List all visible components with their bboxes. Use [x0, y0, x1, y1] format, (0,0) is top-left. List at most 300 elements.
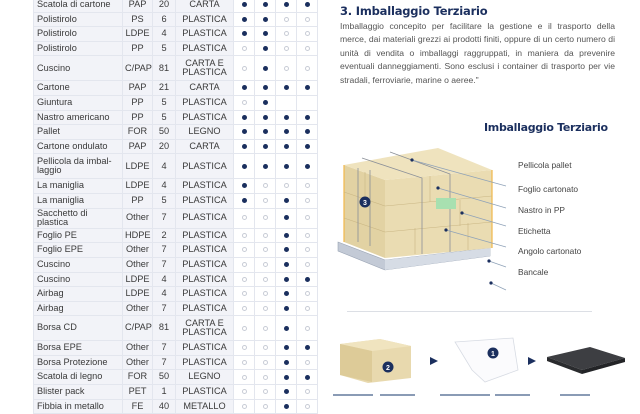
- cell-mark: [276, 81, 297, 96]
- cell-mark: [276, 385, 297, 400]
- cell-mark: [255, 81, 276, 96]
- table-row: [34, 41, 318, 56]
- cell-mark: [297, 27, 318, 42]
- empty-dot-icon: [263, 306, 268, 311]
- cell-material: LEGNO: [176, 125, 234, 140]
- svg-text:1: 1: [491, 351, 495, 358]
- empty-dot-icon: [263, 183, 268, 188]
- cell-material: PLASTICA: [176, 154, 234, 179]
- cell-mark: [234, 110, 255, 125]
- filled-dot-icon: [305, 277, 310, 282]
- filled-dot-icon: [242, 115, 247, 120]
- cell-mark: [297, 41, 318, 56]
- cell-mark: [276, 179, 297, 194]
- cell-name: Nastro americano: [34, 110, 123, 125]
- table-row: [34, 301, 318, 316]
- cell-mark: [234, 193, 255, 208]
- table-row: [34, 27, 318, 42]
- cell-code: PP: [123, 110, 153, 125]
- cell-mark: [297, 125, 318, 140]
- cell-mark: [276, 139, 297, 154]
- cell-mark: [255, 139, 276, 154]
- cell-recycling-number: 5: [153, 41, 176, 56]
- empty-dot-icon: [242, 326, 247, 331]
- table-row: [34, 257, 318, 272]
- cell-mark: [255, 193, 276, 208]
- cell-mark: [276, 257, 297, 272]
- cell-recycling-number: 2: [153, 228, 176, 243]
- empty-dot-icon: [263, 277, 268, 282]
- empty-dot-icon: [305, 31, 310, 36]
- filled-dot-icon: [284, 247, 289, 252]
- filled-dot-icon: [305, 164, 310, 169]
- cell-mark: [255, 125, 276, 140]
- cell-mark: [255, 272, 276, 287]
- cell-recycling-number: 4: [153, 272, 176, 287]
- cell-code: HDPE: [123, 228, 153, 243]
- cell-material: PLASTICA: [176, 27, 234, 42]
- empty-dot-icon: [305, 291, 310, 296]
- cell-mark: [255, 287, 276, 302]
- empty-dot-icon: [305, 360, 310, 365]
- filled-dot-icon: [284, 198, 289, 203]
- cell-mark: [276, 125, 297, 140]
- cell-material: PLASTICA: [176, 193, 234, 208]
- cell-code: FOR: [123, 370, 153, 385]
- cell-code: LDPE: [123, 154, 153, 179]
- filled-dot-icon: [284, 129, 289, 134]
- cell-mark: [276, 370, 297, 385]
- cell-mark: [276, 287, 297, 302]
- filled-dot-icon: [305, 115, 310, 120]
- filled-dot-icon: [242, 17, 247, 22]
- cell-code: LDPE: [123, 287, 153, 302]
- cell-mark: [255, 301, 276, 316]
- cell-mark: [297, 208, 318, 228]
- cell-mark: [255, 316, 276, 341]
- callout-label: Nastro in PP: [518, 205, 566, 215]
- cell-name: La maniglia: [34, 179, 123, 194]
- cell-mark: [297, 301, 318, 316]
- cell-recycling-number: 81: [153, 56, 176, 81]
- filled-dot-icon: [284, 215, 289, 220]
- filled-dot-icon: [263, 2, 268, 7]
- cell-mark: [297, 95, 318, 110]
- cell-mark: [234, 125, 255, 140]
- cell-code: Other: [123, 257, 153, 272]
- table-row: [34, 154, 318, 179]
- empty-dot-icon: [263, 291, 268, 296]
- cell-mark: [255, 110, 276, 125]
- callout-label: Foglio cartonato: [518, 184, 579, 194]
- divider: [347, 311, 592, 312]
- cell-mark: [276, 193, 297, 208]
- cell-mark: [255, 41, 276, 56]
- cell-name: Airbag: [34, 301, 123, 316]
- filled-dot-icon: [263, 66, 268, 71]
- badge-3: 3: [363, 200, 367, 207]
- cell-mark: [255, 370, 276, 385]
- cell-material: PLASTICA: [176, 257, 234, 272]
- cell-code: LDPE: [123, 27, 153, 42]
- cell-name: Scatola di cartone: [34, 0, 123, 12]
- cell-recycling-number: 1: [153, 385, 176, 400]
- empty-dot-icon: [263, 345, 268, 350]
- cell-material: CARTA: [176, 0, 234, 12]
- empty-dot-icon: [263, 375, 268, 380]
- filled-dot-icon: [305, 129, 310, 134]
- cell-code: Other: [123, 301, 153, 316]
- cell-material: PLASTICA: [176, 208, 234, 228]
- filled-dot-icon: [284, 233, 289, 238]
- table-row: [34, 139, 318, 154]
- empty-dot-icon: [242, 404, 247, 409]
- filled-dot-icon: [284, 262, 289, 267]
- cell-mark: [297, 385, 318, 400]
- cell-name: Foglio PE: [34, 228, 123, 243]
- cell-name: Cartone: [34, 81, 123, 96]
- cell-material: PLASTICA: [176, 301, 234, 316]
- cell-material: CARTA E PLASTICA: [176, 316, 234, 341]
- cell-recycling-number: 50: [153, 125, 176, 140]
- empty-dot-icon: [242, 345, 247, 350]
- cell-code: FOR: [123, 125, 153, 140]
- cut-off-caption: [330, 393, 630, 397]
- filled-dot-icon: [305, 345, 310, 350]
- filled-dot-icon: [263, 164, 268, 169]
- table-row: [34, 316, 318, 341]
- empty-dot-icon: [242, 375, 247, 380]
- cell-mark: [297, 243, 318, 258]
- empty-dot-icon: [263, 360, 268, 365]
- cell-mark: [276, 154, 297, 179]
- empty-dot-icon: [305, 66, 310, 71]
- cell-mark: [276, 56, 297, 81]
- cell-material: PLASTICA: [176, 341, 234, 356]
- cell-mark: [234, 0, 255, 12]
- cell-code: PAP: [123, 81, 153, 96]
- cell-mark: [276, 95, 297, 110]
- cell-code: C/PAP: [123, 316, 153, 341]
- filled-dot-icon: [284, 85, 289, 90]
- cell-material: PLASTICA: [176, 272, 234, 287]
- empty-dot-icon: [305, 46, 310, 51]
- cell-mark: [234, 139, 255, 154]
- cell-mark: [255, 341, 276, 356]
- cell-name: Blister pack: [34, 385, 123, 400]
- empty-dot-icon: [242, 46, 247, 51]
- cell-name: Cuscino: [34, 257, 123, 272]
- table-row: [34, 12, 318, 27]
- cell-mark: [234, 12, 255, 27]
- cell-name: Borsa CD: [34, 316, 123, 341]
- cell-mark: [234, 95, 255, 110]
- pallet-illustration: [330, 130, 520, 290]
- cell-mark: [234, 243, 255, 258]
- table-row: [34, 208, 318, 228]
- cell-material: PLASTICA: [176, 41, 234, 56]
- filled-dot-icon: [305, 144, 310, 149]
- cell-name: Airbag: [34, 287, 123, 302]
- cell-mark: [255, 0, 276, 12]
- cell-code: PAP: [123, 0, 153, 12]
- cell-mark: [276, 355, 297, 370]
- empty-dot-icon: [284, 17, 289, 22]
- cell-material: PLASTICA: [176, 95, 234, 110]
- empty-dot-icon: [263, 404, 268, 409]
- cell-mark: [276, 0, 297, 12]
- cell-code: PAP: [123, 139, 153, 154]
- cell-material: LEGNO: [176, 370, 234, 385]
- cell-recycling-number: 40: [153, 399, 176, 414]
- filled-dot-icon: [284, 345, 289, 350]
- cell-mark: [297, 12, 318, 27]
- cell-code: C/PAP: [123, 56, 153, 81]
- filled-dot-icon: [284, 2, 289, 7]
- filled-dot-icon: [284, 277, 289, 282]
- cell-mark: [297, 316, 318, 341]
- figure-title: Imballaggio Terziario: [484, 121, 608, 134]
- cell-mark: [297, 287, 318, 302]
- cell-recycling-number: 5: [153, 95, 176, 110]
- filled-dot-icon: [284, 375, 289, 380]
- cell-recycling-number: 7: [153, 355, 176, 370]
- cell-recycling-number: 4: [153, 27, 176, 42]
- cell-name: Cartone ondulato: [34, 139, 123, 154]
- table-row: [34, 370, 318, 385]
- cell-name: Borsa Protezione: [34, 355, 123, 370]
- cell-mark: [297, 272, 318, 287]
- cell-code: PS: [123, 12, 153, 27]
- cell-mark: [234, 154, 255, 179]
- cell-name: Cuscino: [34, 272, 123, 287]
- cell-mark: [297, 139, 318, 154]
- filled-dot-icon: [242, 183, 247, 188]
- table-row: [34, 193, 318, 208]
- table-row: [34, 56, 318, 81]
- empty-dot-icon: [305, 326, 310, 331]
- empty-dot-icon: [263, 389, 268, 394]
- empty-dot-icon: [263, 326, 268, 331]
- section-title: 3. Imballaggio Terziario: [340, 4, 488, 18]
- cell-material: PLASTICA: [176, 243, 234, 258]
- cell-material: PLASTICA: [176, 355, 234, 370]
- cell-recycling-number: 7: [153, 243, 176, 258]
- empty-dot-icon: [263, 247, 268, 252]
- cell-mark: [297, 341, 318, 356]
- cell-mark: [297, 228, 318, 243]
- empty-dot-icon: [242, 262, 247, 267]
- cell-mark: [297, 193, 318, 208]
- cell-mark: [276, 228, 297, 243]
- filled-dot-icon: [284, 115, 289, 120]
- cell-mark: [255, 179, 276, 194]
- cell-mark: [234, 56, 255, 81]
- cell-name: Polistirolo: [34, 41, 123, 56]
- cell-code: LDPE: [123, 272, 153, 287]
- cell-mark: [234, 301, 255, 316]
- cell-recycling-number: 50: [153, 370, 176, 385]
- filled-dot-icon: [242, 198, 247, 203]
- empty-dot-icon: [284, 66, 289, 71]
- filled-dot-icon: [263, 85, 268, 90]
- callout-label: Angolo cartonato: [518, 246, 582, 256]
- cell-recycling-number: 7: [153, 208, 176, 228]
- cell-recycling-number: 7: [153, 257, 176, 272]
- cell-name: Scatola di legno: [34, 370, 123, 385]
- empty-dot-icon: [263, 233, 268, 238]
- cell-mark: [234, 370, 255, 385]
- callout-label: Pellicola pallet: [518, 160, 572, 170]
- cell-mark: [276, 272, 297, 287]
- cell-name: Cuscino: [34, 56, 123, 81]
- empty-dot-icon: [305, 262, 310, 267]
- empty-dot-icon: [242, 233, 247, 238]
- cell-mark: [255, 355, 276, 370]
- cell-mark: [297, 0, 318, 12]
- table-row: [34, 179, 318, 194]
- cell-code: PP: [123, 95, 153, 110]
- filled-dot-icon: [284, 144, 289, 149]
- cell-mark: [255, 27, 276, 42]
- cell-mark: [297, 154, 318, 179]
- cell-name: Giuntura: [34, 95, 123, 110]
- cell-material: PLASTICA: [176, 385, 234, 400]
- filled-dot-icon: [263, 144, 268, 149]
- filled-dot-icon: [284, 306, 289, 311]
- cell-recycling-number: 7: [153, 341, 176, 356]
- cell-code: Other: [123, 341, 153, 356]
- empty-dot-icon: [242, 66, 247, 71]
- cell-name: Pellicola da imbal-laggio: [34, 154, 123, 179]
- filled-dot-icon: [284, 389, 289, 394]
- filled-dot-icon: [284, 291, 289, 296]
- empty-dot-icon: [242, 247, 247, 252]
- cell-mark: [297, 110, 318, 125]
- empty-dot-icon: [284, 183, 289, 188]
- cell-name: Sacchetto di plastica: [34, 208, 123, 228]
- cell-code: PP: [123, 193, 153, 208]
- cell-mark: [297, 179, 318, 194]
- cell-code: PET: [123, 385, 153, 400]
- cell-mark: [297, 257, 318, 272]
- filled-dot-icon: [284, 326, 289, 331]
- cell-recycling-number: 5: [153, 110, 176, 125]
- cell-mark: [255, 243, 276, 258]
- cell-mark: [234, 316, 255, 341]
- blank: [305, 100, 310, 105]
- empty-dot-icon: [284, 31, 289, 36]
- cell-mark: [255, 208, 276, 228]
- packaging-steps-illustration: [335, 330, 625, 385]
- empty-dot-icon: [242, 306, 247, 311]
- cell-mark: [234, 179, 255, 194]
- cell-mark: [276, 301, 297, 316]
- cell-mark: [234, 41, 255, 56]
- table-row: [34, 95, 318, 110]
- table-row: [34, 272, 318, 287]
- cell-mark: [234, 257, 255, 272]
- cell-name: Fibbia in metallo: [34, 399, 123, 414]
- cell-mark: [234, 341, 255, 356]
- cell-material: PLASTICA: [176, 110, 234, 125]
- cell-name: Polistirolo: [34, 27, 123, 42]
- table-row: [34, 110, 318, 125]
- table-row: [34, 125, 318, 140]
- filled-dot-icon: [242, 164, 247, 169]
- cell-recycling-number: 20: [153, 139, 176, 154]
- cell-mark: [234, 385, 255, 400]
- table-row: [34, 81, 318, 96]
- filled-dot-icon: [284, 164, 289, 169]
- filled-dot-icon: [263, 129, 268, 134]
- cell-code: Other: [123, 243, 153, 258]
- empty-dot-icon: [263, 198, 268, 203]
- recycling-table: [33, 0, 318, 414]
- cell-mark: [276, 399, 297, 414]
- cell-name: Foglio EPE: [34, 243, 123, 258]
- cell-mark: [255, 95, 276, 110]
- cell-mark: [276, 110, 297, 125]
- filled-dot-icon: [305, 2, 310, 7]
- empty-dot-icon: [305, 389, 310, 394]
- cell-mark: [234, 81, 255, 96]
- cell-code: Other: [123, 355, 153, 370]
- empty-dot-icon: [242, 100, 247, 105]
- cell-material: CARTA E PLASTICA: [176, 56, 234, 81]
- cell-mark: [234, 287, 255, 302]
- cell-code: PP: [123, 41, 153, 56]
- cell-recycling-number: 81: [153, 316, 176, 341]
- table-row: [34, 243, 318, 258]
- cell-material: PLASTICA: [176, 12, 234, 27]
- cell-recycling-number: 7: [153, 301, 176, 316]
- callout-label: Etichetta: [518, 226, 551, 236]
- empty-dot-icon: [263, 215, 268, 220]
- table-row: [34, 399, 318, 414]
- cell-recycling-number: 4: [153, 179, 176, 194]
- cell-recycling-number: 6: [153, 12, 176, 27]
- empty-dot-icon: [263, 262, 268, 267]
- empty-dot-icon: [305, 306, 310, 311]
- table-row: [34, 385, 318, 400]
- svg-text:2: 2: [386, 365, 390, 372]
- cell-name: Pallet: [34, 125, 123, 140]
- filled-dot-icon: [242, 31, 247, 36]
- cell-recycling-number: 4: [153, 287, 176, 302]
- cell-mark: [234, 27, 255, 42]
- cell-material: PLASTICA: [176, 179, 234, 194]
- table-row: [34, 287, 318, 302]
- cell-mark: [234, 208, 255, 228]
- cell-mark: [297, 81, 318, 96]
- cell-mark: [255, 154, 276, 179]
- empty-dot-icon: [242, 277, 247, 282]
- empty-dot-icon: [305, 17, 310, 22]
- cell-mark: [276, 316, 297, 341]
- cell-recycling-number: 20: [153, 0, 176, 12]
- cell-mark: [255, 12, 276, 27]
- cell-mark: [276, 208, 297, 228]
- cell-material: CARTA: [176, 81, 234, 96]
- cell-recycling-number: 21: [153, 81, 176, 96]
- section-description: Imballaggio concepito per facilitare la gestione e il trasporto della merce, dai materiali grezzi ai prodotti finiti, oppure di un certo numero di unità di vendita o imballaggi raggruppati, in maniera da prevenire eventuali danneggiamenti. Sono esclusi i container di trasporto per vie stradali, ferroviarie, marine o aeree.": [340, 21, 615, 85]
- cell-code: Other: [123, 208, 153, 228]
- cell-mark: [297, 370, 318, 385]
- filled-dot-icon: [263, 100, 268, 105]
- cell-mark: [297, 355, 318, 370]
- empty-dot-icon: [284, 46, 289, 51]
